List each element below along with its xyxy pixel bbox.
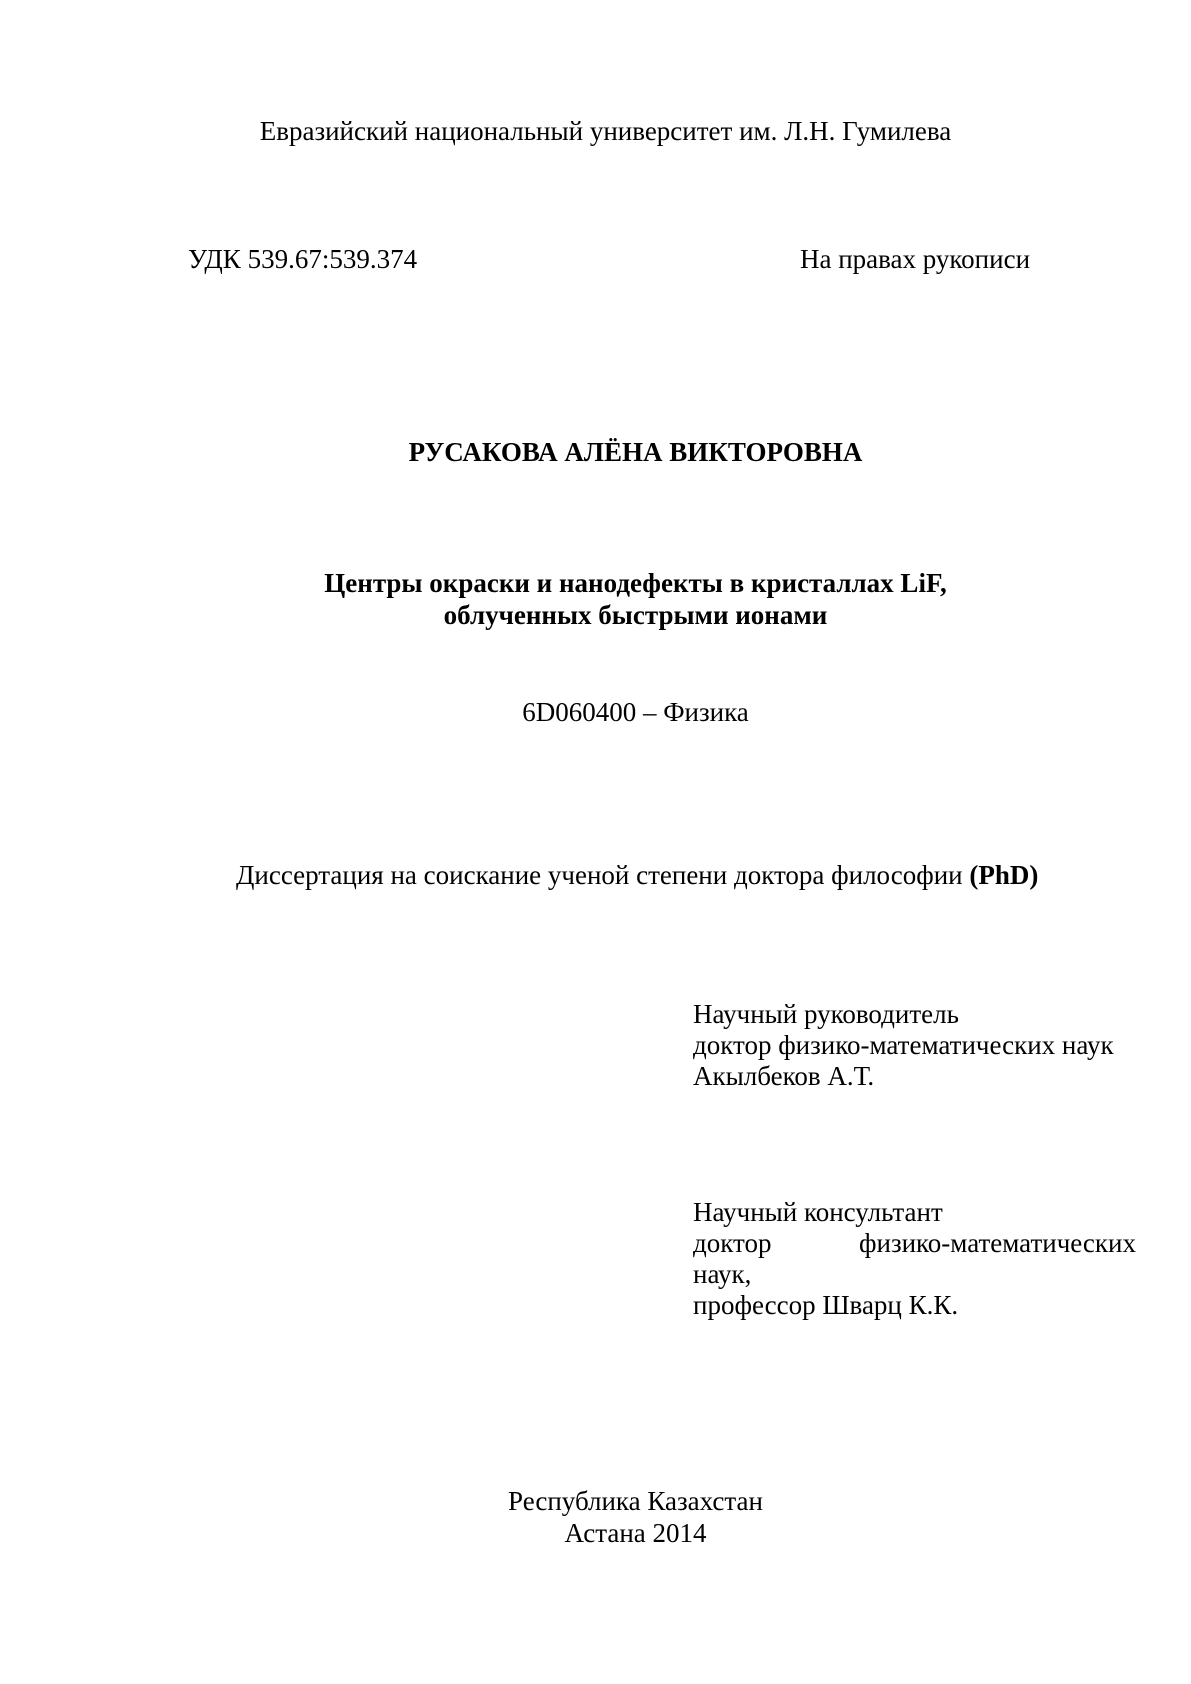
consultant-degree-line bbox=[693, 1228, 1136, 1259]
manuscript-rights: На правах рукописи bbox=[800, 244, 1031, 274]
udk-code: УДК 539.67:539.374 bbox=[188, 244, 418, 274]
dissertation-statement-text: Диссертация на соискание ученой степени доктора философии bbox=[236, 860, 970, 890]
degree-abbreviation: (PhD) bbox=[969, 860, 1039, 890]
city-year: Астана 2014 bbox=[564, 1518, 707, 1548]
consultant-degree-word-2: физико-математических bbox=[859, 1228, 1136, 1258]
dissertation-statement bbox=[236, 860, 1038, 891]
consultant-role: Научный консультант bbox=[693, 1197, 943, 1227]
consultant-block bbox=[693, 1197, 1136, 1321]
supervisor-role: Научный руководитель bbox=[693, 999, 959, 1029]
country: Республика Казахстан bbox=[508, 1486, 763, 1516]
supervisor-name: Акылбеков А.Т. bbox=[693, 1061, 875, 1091]
university-name: Евразийский национальный университет им. Л.Н. Гумилева bbox=[259, 116, 952, 146]
dissertation-title bbox=[0, 567, 1191, 631]
specialty-code: 6D060400 – Физика bbox=[522, 697, 749, 727]
consultant-degree-word-3: наук, bbox=[693, 1259, 752, 1289]
supervisor-block bbox=[693, 999, 1136, 1092]
dissertation-title-line-1: Центры окраски и нанодефекты в кристаллах LiF, bbox=[324, 568, 947, 598]
supervisor-degree: доктор физико-математических наук bbox=[693, 1030, 1114, 1060]
dissertation-title-line-2: облученных быстрыми ионами bbox=[443, 600, 828, 630]
place-and-year bbox=[0, 1485, 1191, 1549]
author-name: РУСАКОВА АЛЁНА ВИКТОРОВНА bbox=[408, 437, 863, 467]
consultant-degree-word-1: доктор bbox=[693, 1228, 772, 1258]
consultant-name: профессор Шварц К.К. bbox=[693, 1290, 959, 1320]
